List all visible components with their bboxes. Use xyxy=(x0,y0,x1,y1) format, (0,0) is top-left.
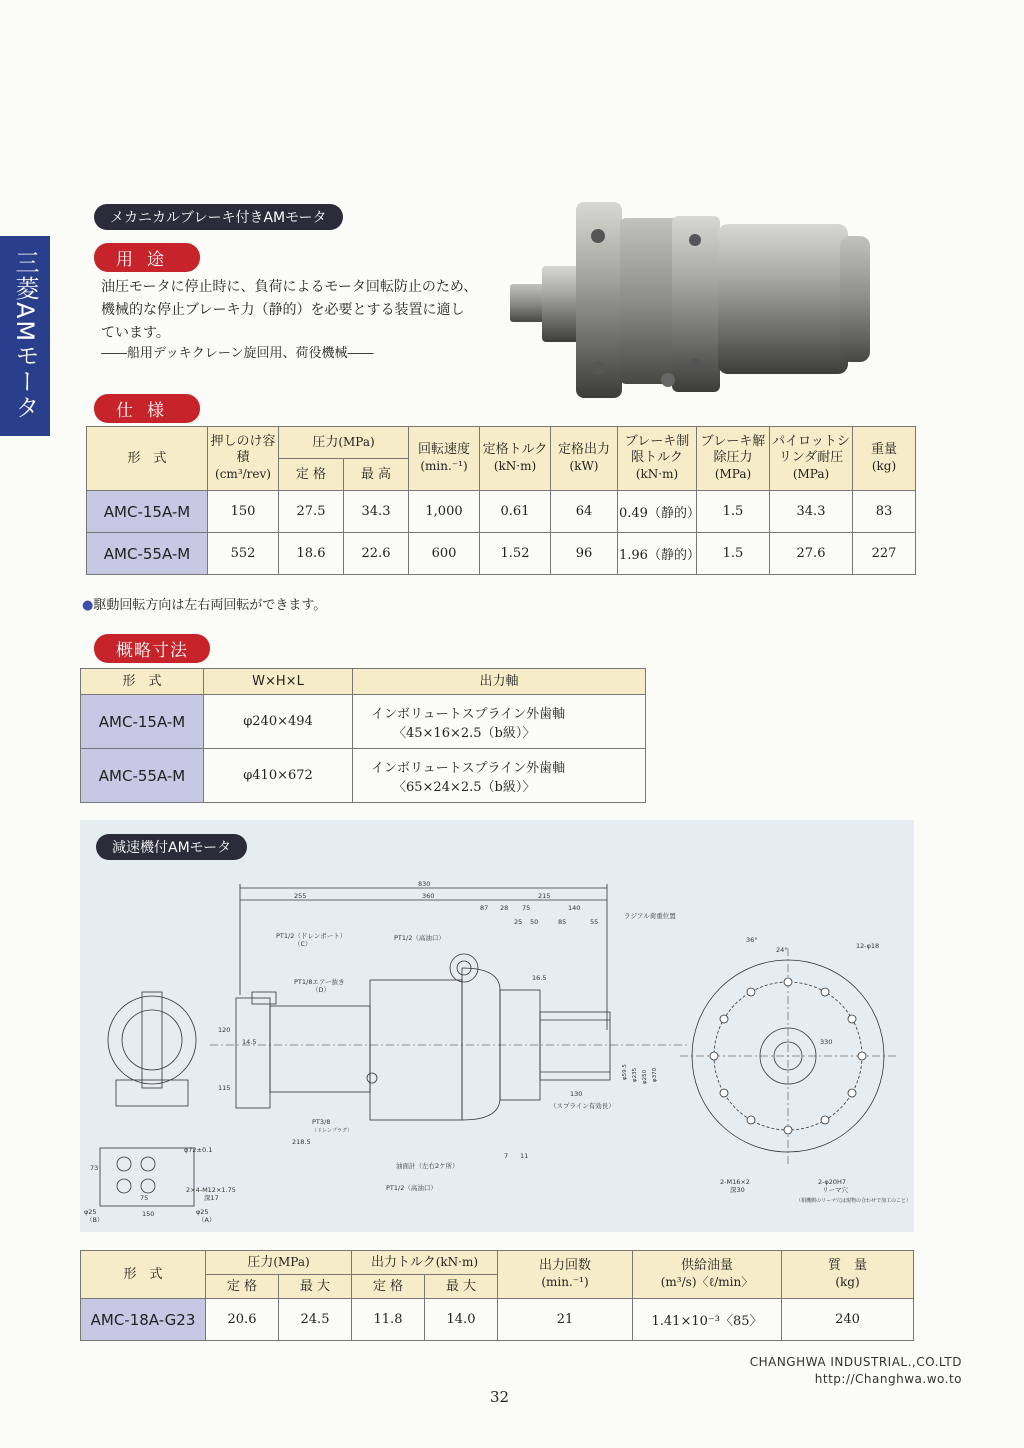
dims-cell-model: AMC-15A-M xyxy=(81,695,204,749)
spec-h-torque: 定格トルク (kN·m) xyxy=(480,427,551,491)
spec-cell: 1.5 xyxy=(697,491,770,533)
dim-75: 75 xyxy=(522,904,531,912)
footer-url[interactable]: http://Changhwa.wo.to xyxy=(814,1372,962,1386)
dim-140: 140 xyxy=(568,904,581,912)
spec-cell: 22.6 xyxy=(344,533,409,575)
perf-h-pressure: 圧力(MPa) xyxy=(206,1251,352,1275)
label-phi25b: φ25 xyxy=(84,1208,97,1216)
perf-cell: 1.41×10⁻³〈85〉 xyxy=(633,1299,782,1341)
bullet-icon: ● xyxy=(82,598,94,613)
label-pt38-sub: （ドレンプラグ） xyxy=(312,1128,353,1134)
spec-h-max: 最 高 xyxy=(344,459,409,491)
dim-11: 11 xyxy=(520,1152,529,1160)
label-pt18d: PT1/8エアー抜き xyxy=(294,978,345,986)
usage-line-3: ています。 xyxy=(101,325,170,341)
label-phi25a: φ25 xyxy=(196,1208,209,1216)
spec-h-output: 定格出力 (kW) xyxy=(551,427,618,491)
dim-75b: 75 xyxy=(140,1194,149,1202)
label-holes: 12-φ18 xyxy=(856,942,880,950)
spec-cell-model: AMC-55A-M xyxy=(87,533,208,575)
spec-h-weight: 重量 (kg) xyxy=(853,427,916,491)
dim-115: 115 xyxy=(218,1084,231,1092)
dims-heading: 概略寸法 xyxy=(94,634,210,663)
spec-cell: 1.52 xyxy=(480,533,551,575)
label-spline: （スプライン有効長） xyxy=(550,1102,615,1110)
perf-cell-model: AMC-18A-G23 xyxy=(81,1299,206,1341)
perf-h-model: 形 式 xyxy=(81,1251,206,1299)
spec-cell: 34.3 xyxy=(344,491,409,533)
spec-h-model: 形 式 xyxy=(87,427,208,491)
dim-85: 85 xyxy=(558,918,567,926)
spec-note: ●駆動回転方向は左右両回転ができます。 xyxy=(82,598,327,613)
label-pt12c: PT1/2（ドレンポート） xyxy=(276,932,347,940)
usage-text xyxy=(101,276,481,345)
label-radial: ラジアル荷重位置 xyxy=(624,912,676,920)
spec-cell: 27.6 xyxy=(770,533,853,575)
dim-830: 830 xyxy=(418,880,431,888)
perf-h-weight: 質 量 (kg) xyxy=(782,1251,914,1299)
motor-photo xyxy=(480,196,900,418)
spec-cell: 96 xyxy=(551,533,618,575)
dim-28: 28 xyxy=(500,904,509,912)
usage-heading: 用途 xyxy=(94,243,200,272)
spec-h-rated: 定 格 xyxy=(279,459,344,491)
dims-h-shaft: 出力軸 xyxy=(353,669,646,695)
dims-cell: φ240×494 xyxy=(204,695,353,749)
perf-row xyxy=(81,1299,914,1341)
dim-87: 87 xyxy=(480,904,489,912)
spec-h-brake-torque: ブレーキ制限トルク (kN·m) xyxy=(618,427,697,491)
perf-h-t-max: 最 大 xyxy=(425,1275,498,1299)
spec-cell: 34.3 xyxy=(770,491,853,533)
spec-cell: 0.49（静的） xyxy=(618,491,697,533)
label-phi235: φ235 xyxy=(632,1067,638,1082)
label-phi370: φ370 xyxy=(652,1067,658,1082)
perf-cell: 11.8 xyxy=(352,1299,425,1341)
dim-165: 16.5 xyxy=(532,974,547,982)
perf-cell: 240 xyxy=(782,1299,914,1341)
spec-cell: 1.96（静的） xyxy=(618,533,697,575)
dim-2185: 218.5 xyxy=(292,1138,311,1146)
label-angle-36: 36° xyxy=(746,936,758,944)
label-phi72: φ72±0.1 xyxy=(184,1146,213,1154)
perf-h-t-rated: 定 格 xyxy=(352,1275,425,1299)
spec-cell: 227 xyxy=(853,533,916,575)
label-d330: 330 xyxy=(820,1038,833,1046)
perf-cell: 24.5 xyxy=(279,1299,352,1341)
spec-row xyxy=(87,491,916,533)
spec-h-speed: 回転速度 (min.⁻¹) xyxy=(409,427,480,491)
label-pt12c-sub: （C） xyxy=(294,940,312,948)
spec-row xyxy=(87,533,916,575)
spec-cell-model: AMC-15A-M xyxy=(87,491,208,533)
spec-h-displacement: 押しのけ容積 (cm³/rev) xyxy=(208,427,279,491)
dim-73: 73 xyxy=(90,1164,99,1172)
dim-25: 25 xyxy=(514,918,523,926)
spec-cell: 150 xyxy=(208,491,279,533)
spec-cell: 18.6 xyxy=(279,533,344,575)
label-pt38: PT3/8 xyxy=(312,1118,331,1126)
dim-55: 55 xyxy=(590,918,599,926)
label-pt12-ret: PT1/2（高油口） xyxy=(386,1184,437,1192)
dim-7: 7 xyxy=(504,1152,509,1160)
spec-cell: 0.61 xyxy=(480,491,551,533)
dims-h-model: 形 式 xyxy=(81,669,204,695)
label-ream-note: （相機側のリーマ穴は現物の合わせで加工のこと） xyxy=(796,1198,912,1204)
label-ream: 2-φ20H7 xyxy=(818,1178,847,1186)
spec-cell: 1.5 xyxy=(697,533,770,575)
dim-150: 150 xyxy=(142,1210,155,1218)
spec-h-pilot: パイロットシリンダ耐圧 (MPa) xyxy=(770,427,853,491)
usage-line-2: 機械的な停止ブレーキ力（静的）を必要とする装置に適し xyxy=(101,302,465,318)
dim-255: 255 xyxy=(294,892,307,900)
dim-130: 130 xyxy=(570,1090,583,1098)
dims-cell: φ410×672 xyxy=(204,749,353,803)
spec-cell: 600 xyxy=(409,533,480,575)
spec-table xyxy=(86,426,916,575)
spec-h-pressure: 圧力(MPa) xyxy=(279,427,409,459)
page-number: 32 xyxy=(490,1388,510,1406)
label-angle-24: 24° xyxy=(776,946,788,954)
perf-h-torque: 出力トルク(kN·m) xyxy=(352,1251,498,1275)
spec-cell: 27.5 xyxy=(279,491,344,533)
perf-table xyxy=(80,1250,914,1341)
dims-cell-model: AMC-55A-M xyxy=(81,749,204,803)
usage-line-1: 油圧モータに停止時に、負荷によるモータ回転防止のため、 xyxy=(101,279,478,295)
label-m16: 2-M16×2 xyxy=(720,1178,750,1186)
label-pt12-sup: PT1/2（高油口） xyxy=(394,934,445,942)
spec-cell: 64 xyxy=(551,491,618,533)
drawing-title: 減速機付AMモータ xyxy=(96,834,247,860)
dims-cell-shaft: インボリュートスプライン外歯軸 〈65×24×2.5（b級）〉 xyxy=(353,749,646,803)
dims-h-size: W×H×L xyxy=(204,669,353,695)
label-phi25b-sub: （B） xyxy=(86,1216,104,1224)
perf-h-speed: 出力回数 (min.⁻¹) xyxy=(498,1251,633,1299)
label-pt18d-sub: （D） xyxy=(312,986,331,994)
perf-cell: 20.6 xyxy=(206,1299,279,1341)
perf-h-p-rated: 定 格 xyxy=(206,1275,279,1299)
label-phi595: φ59.5 xyxy=(622,1064,628,1080)
label-ream-sub: リーマ穴 xyxy=(822,1186,848,1194)
technical-drawing xyxy=(80,820,914,1232)
dim-215: 215 xyxy=(538,892,551,900)
spec-cell: 1,000 xyxy=(409,491,480,533)
dims-row xyxy=(81,749,646,803)
dims-row xyxy=(81,695,646,749)
label-oil-gauge: 油面計（左右2ケ所） xyxy=(396,1162,459,1170)
label-phi250: φ250 xyxy=(642,1069,648,1084)
perf-h-oil: 供給油量 (m³/s)〈ℓ/min〉 xyxy=(633,1251,782,1299)
perf-h-p-max: 最 大 xyxy=(279,1275,352,1299)
section-title-brake-motor: メカニカルブレーキ付きAMモータ xyxy=(94,204,343,230)
dim-50: 50 xyxy=(530,918,539,926)
perf-cell: 14.0 xyxy=(425,1299,498,1341)
dim-145: 14.5 xyxy=(242,1038,257,1046)
dims-cell-shaft: インボリュートスプライン外歯軸 〈45×16×2.5（b級）〉 xyxy=(353,695,646,749)
dim-120: 120 xyxy=(218,1026,231,1034)
label-m16-depth: 深30 xyxy=(730,1186,745,1194)
dim-360: 360 xyxy=(422,892,435,900)
footer-company: CHANGHWA INDUSTRIAL.,CO.LTD xyxy=(749,1355,962,1369)
spec-h-brake-release: ブレーキ解除圧力 (MPa) xyxy=(697,427,770,491)
label-m12-depth: 深17 xyxy=(204,1194,219,1202)
spec-heading: 仕様 xyxy=(94,394,200,423)
spec-cell: 83 xyxy=(853,491,916,533)
usage-note: ――船用デッキクレーン旋回用、荷役機械―― xyxy=(101,346,374,361)
dims-table xyxy=(80,668,646,803)
perf-cell: 21 xyxy=(498,1299,633,1341)
spec-cell: 552 xyxy=(208,533,279,575)
side-tab: 三菱AMモータ xyxy=(0,236,50,436)
label-phi25a-sub: （A） xyxy=(198,1216,216,1224)
label-m12: 2×4-M12×1.75 xyxy=(186,1186,236,1194)
